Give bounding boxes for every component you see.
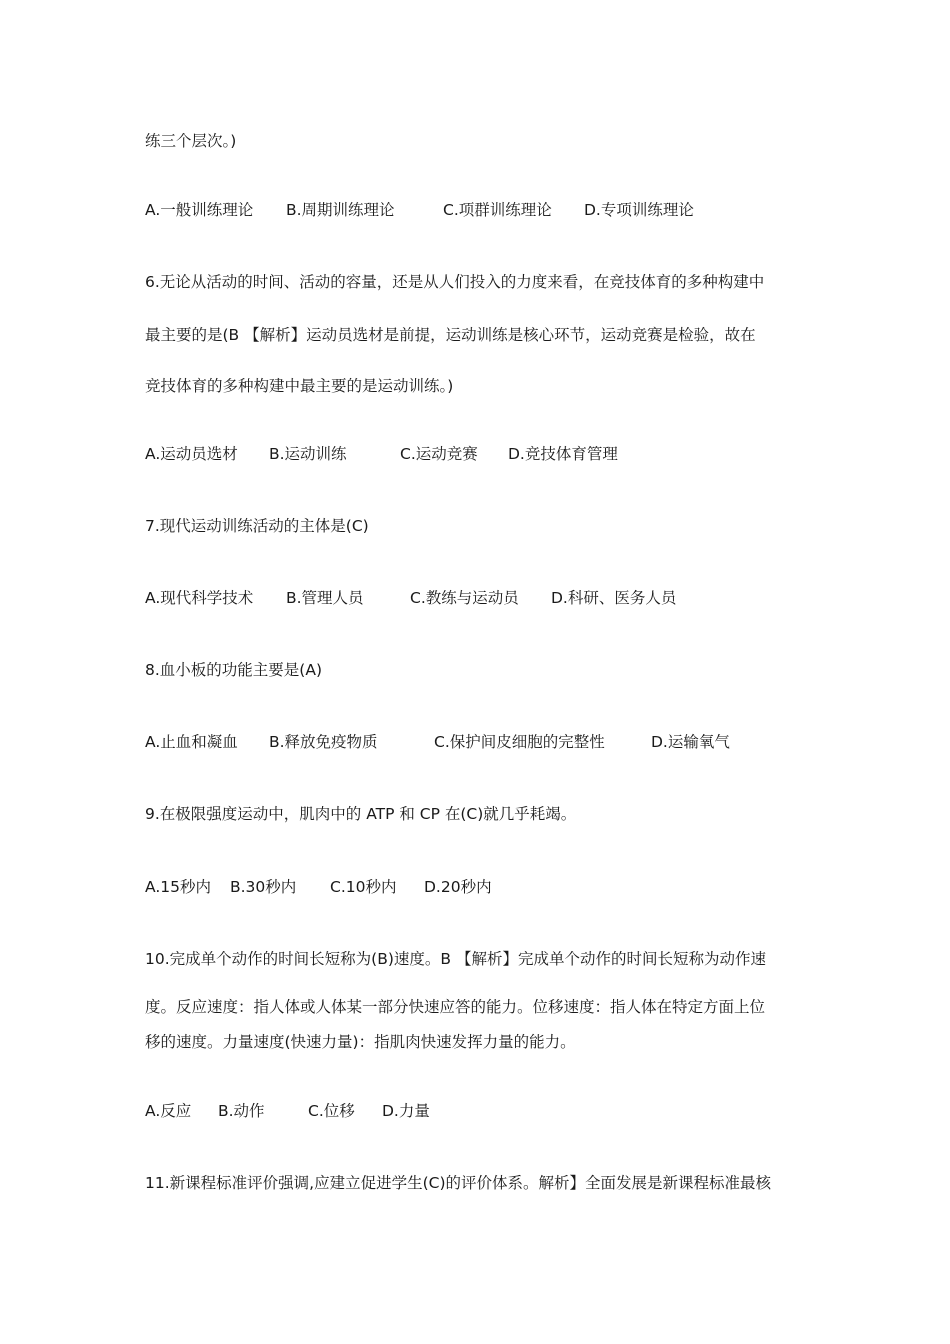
- question-6-options: [145, 444, 618, 464]
- option-d: D.力量: [382, 1102, 430, 1120]
- option-d: D.竞技体育管理: [508, 445, 618, 463]
- option-d: D.运输氧气: [651, 733, 730, 751]
- option-d: D.专项训练理论: [584, 201, 694, 219]
- option-a: A.现代科学技术: [145, 589, 254, 607]
- question-10-line-3: 移的速度。力量速度(快速力量)：指肌肉快速发挥力量的能力。: [145, 1033, 576, 1051]
- question-7: 7.现代运动训练活动的主体是(C): [145, 517, 369, 535]
- option-a: A.运动员选材: [145, 445, 238, 463]
- option-c: C.项群训练理论: [443, 201, 552, 219]
- option-c: C.位移: [308, 1102, 355, 1120]
- option-c: C.运动竞赛: [400, 445, 478, 463]
- question-11: 11.新课程标准评价强调,应建立促进学生(C)的评价体系。解析】全面发展是新课程标准最核: [145, 1174, 771, 1192]
- question-9-options: [145, 877, 492, 897]
- option-b: B.管理人员: [286, 589, 364, 607]
- option-b: B.运动训练: [269, 445, 347, 463]
- option-a: A.一般训练理论: [145, 201, 254, 219]
- question-7-options: [145, 588, 676, 608]
- question-5-options: [145, 200, 694, 220]
- question-6-line-2: 最主要的是(B 【解析】运动员选材是前提，运动训练是核心环节，运动竞赛是检验，故在: [145, 326, 756, 344]
- option-c: C.保护间皮细胞的完整性: [434, 733, 605, 751]
- question-10-line-1: 10.完成单个动作的时间长短称为(B)速度。B 【解析】完成单个动作的时间长短称为动作速: [145, 950, 766, 968]
- option-b: B.动作: [218, 1102, 265, 1120]
- question-6-line-1: 6.无论从活动的时间、活动的容量，还是从人们投入的力度来看，在竞技体育的多种构建中: [145, 273, 765, 291]
- question-10-line-2: 度。反应速度：指人体或人体某一部分快速应答的能力。位移速度：指人体在特定方面上位: [145, 998, 766, 1016]
- option-b: B.周期训练理论: [286, 201, 395, 219]
- option-d: D.科研、医务人员: [551, 589, 677, 607]
- option-d: D.20秒内: [424, 878, 492, 896]
- option-a: A.止血和凝血: [145, 733, 238, 751]
- question-6-line-3: 竞技体育的多种构建中最主要的是运动训练。): [145, 377, 454, 395]
- option-b: B.30秒内: [230, 878, 297, 896]
- question-9: 9.在极限强度运动中，肌肉中的 ATP 和 CP 在(C)就几乎耗竭。: [145, 805, 577, 823]
- question-10-options: [145, 1101, 430, 1121]
- option-a: A.反应: [145, 1102, 192, 1120]
- option-a: A.15秒内: [145, 878, 211, 896]
- question-5-tail: 练三个层次。): [145, 132, 237, 150]
- option-c: C.教练与运动员: [410, 589, 519, 607]
- question-8: 8.血小板的功能主要是(A): [145, 661, 322, 679]
- question-8-options: [145, 732, 730, 752]
- option-b: B.释放免疫物质: [269, 733, 378, 751]
- option-c: C.10秒内: [330, 878, 397, 896]
